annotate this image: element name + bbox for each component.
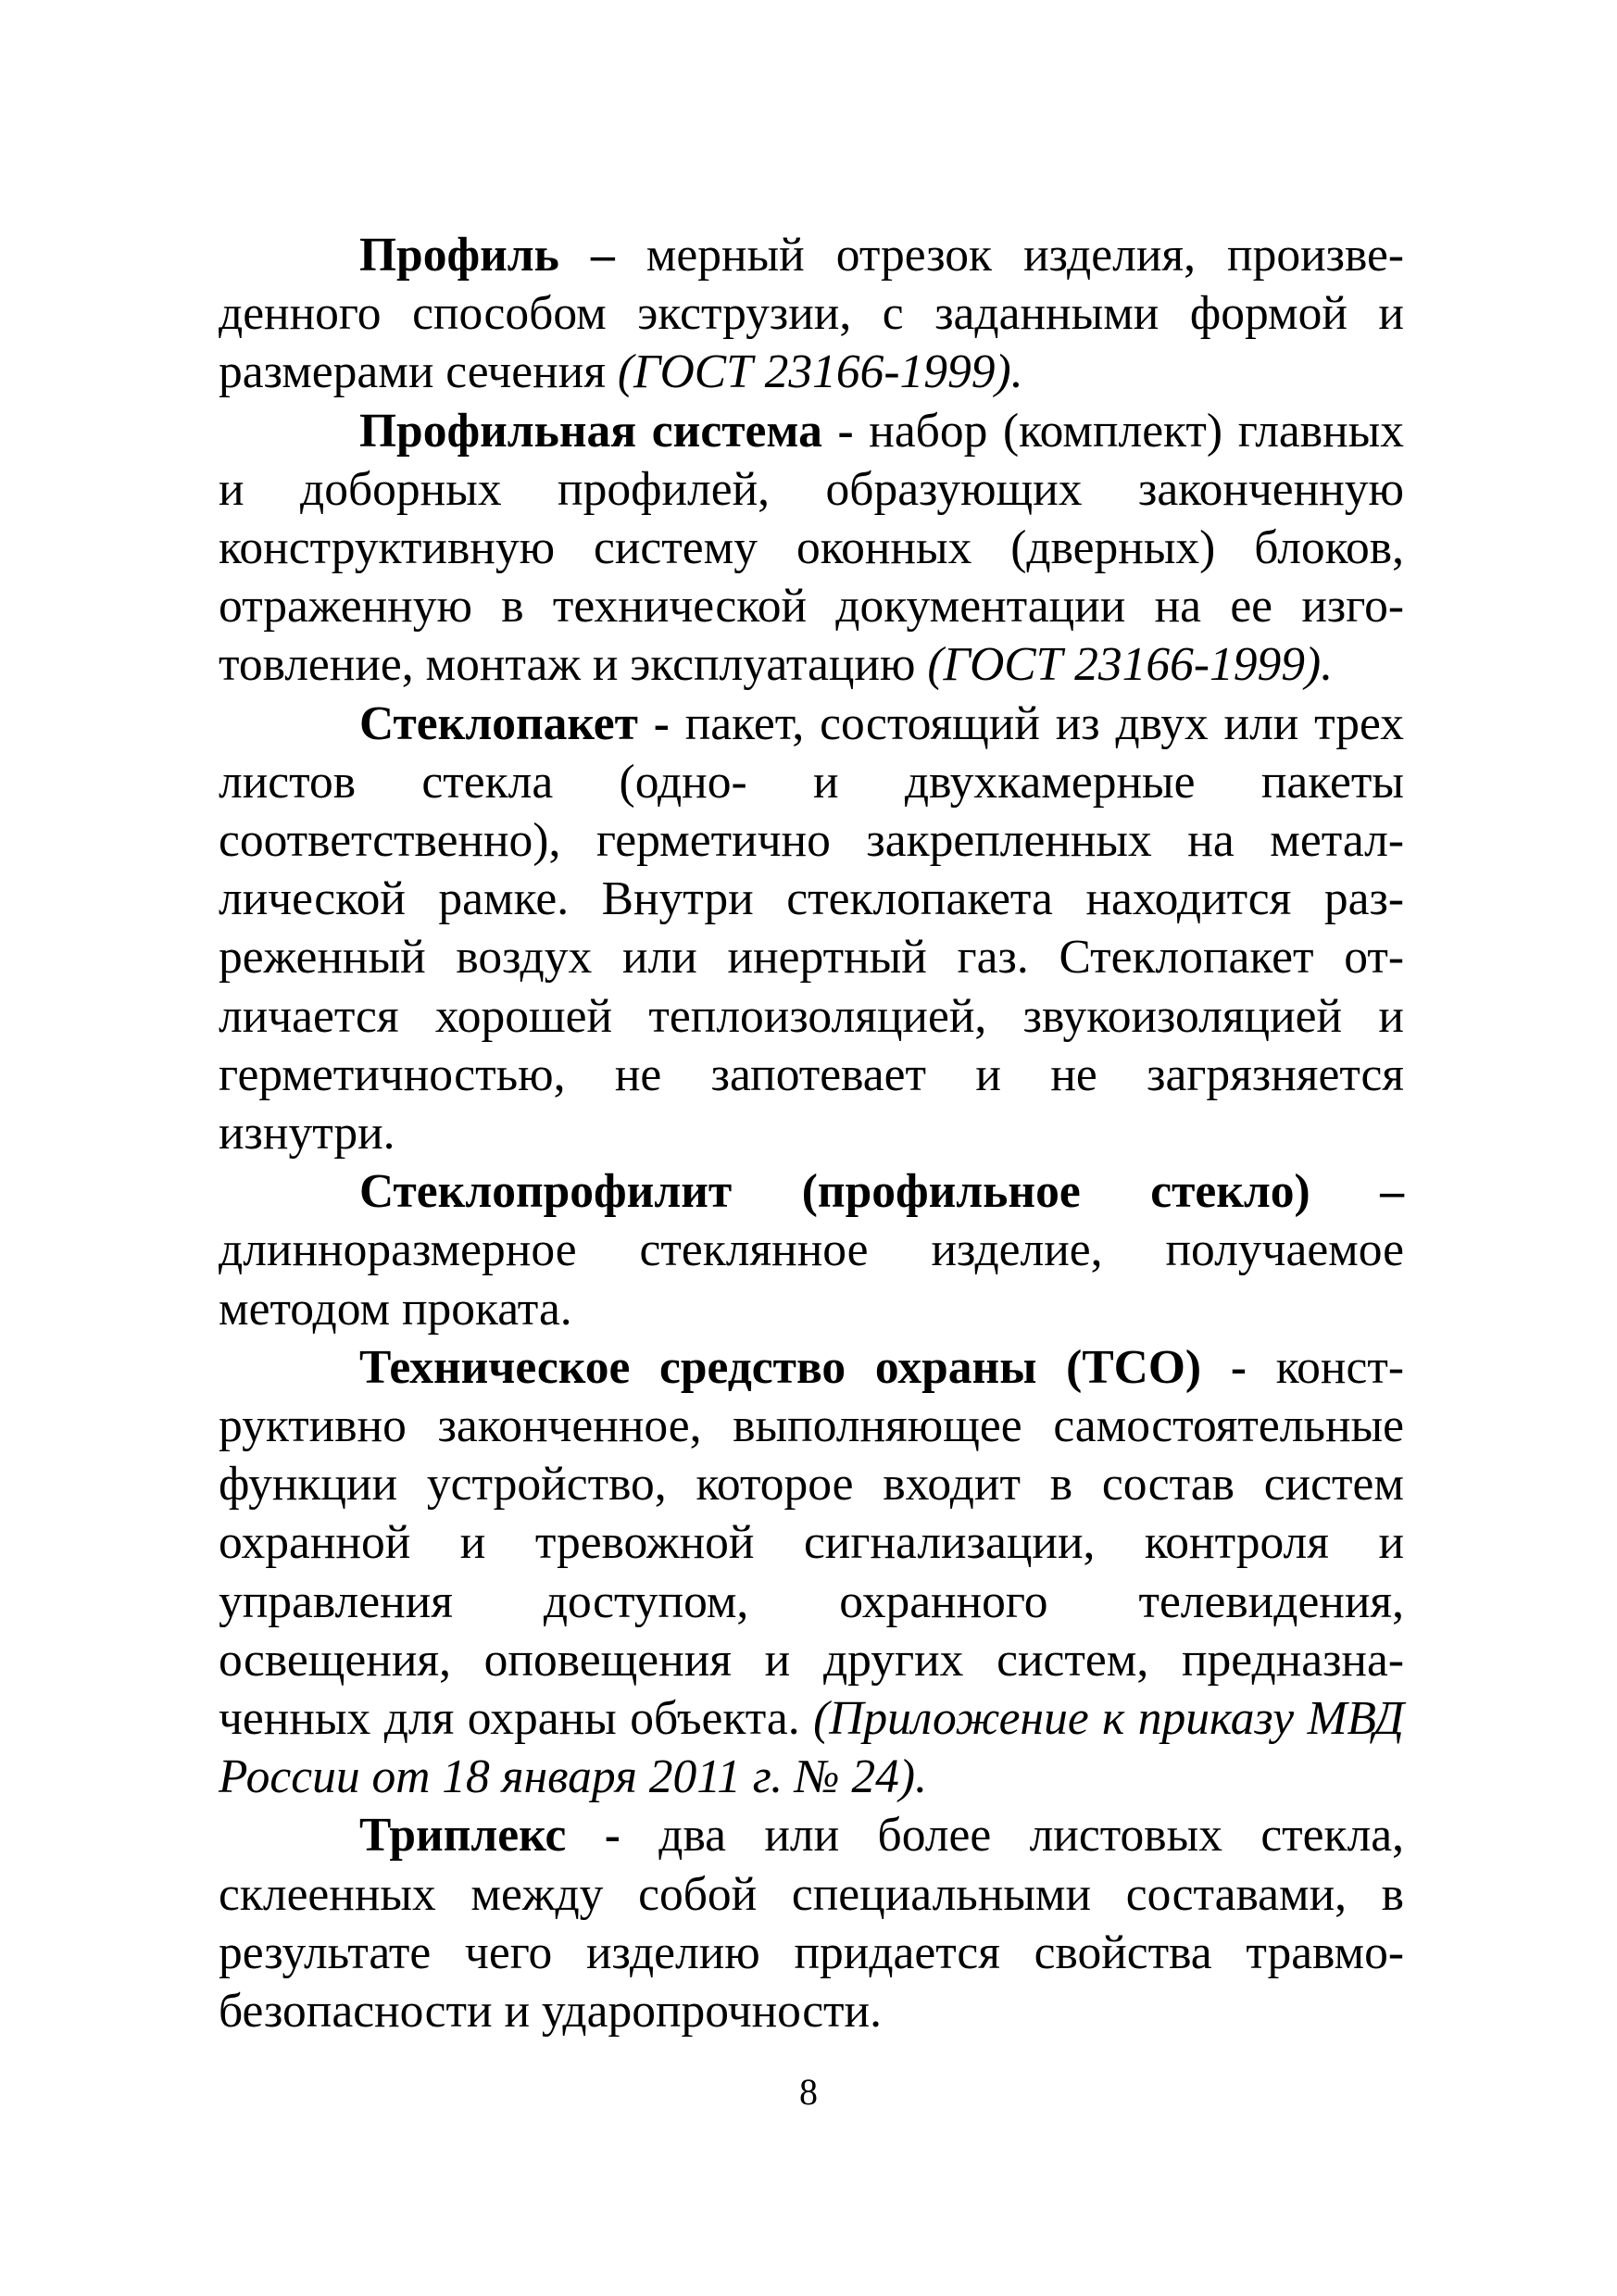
definition-separator: – — [558, 229, 646, 282]
definition-security-device — [219, 1338, 1404, 1807]
definition-source: (ГОСТ 23166-1999) — [617, 345, 1011, 399]
definition-separator: - — [637, 696, 685, 750]
definition-text: два или более листовых стекла, склеенных между собой специальными составами, в результате чего изделию придается свойства травмобезопасности и ударопрочности. — [219, 1809, 1404, 2039]
definition-separator: – — [1310, 1165, 1404, 1219]
page-body — [219, 226, 1404, 2040]
definition-separator: - — [821, 404, 870, 458]
definition-term: Стеклопрофилит (профильное стекло) — [359, 1165, 1310, 1219]
definition-triplex — [219, 1806, 1404, 2040]
definition-term: Стеклопакет — [359, 696, 638, 750]
definition-separator: - — [566, 1809, 659, 1863]
definition-tail: . — [1321, 638, 1334, 692]
definition-glass-unit — [219, 695, 1404, 1163]
definition-term: Профиль — [359, 229, 559, 282]
page-number: 8 — [799, 2071, 818, 2113]
definition-profile-system — [219, 402, 1404, 695]
definition-text: мерный отрезок изделия, произведенного способом экструзии, с заданными формой и размерами сечения — [219, 229, 1405, 399]
definition-separator: - — [1201, 1340, 1276, 1394]
definition-source: (ГОСТ 23166-1999) — [927, 638, 1322, 692]
definition-text: пакет, состоящий из двух или трех листов стекла (одно- и двухкамерные пакеты соответственно), герметично закрепленных на металлической рамке. Внутри стеклопакета находится разреженный воздух или инертный газ. Стеклопакет отличается хорошей теплоизоляцией, звукоизоляцией и герметичностью, не запотевает и не загрязняется изнутри. — [219, 696, 1404, 1161]
definition-tail: . — [1010, 345, 1023, 399]
definition-profiled-glass — [219, 1162, 1404, 1338]
definition-profile — [219, 226, 1404, 402]
definition-text: набор (комплект) главных и доборных профилей, образующих законченную конструктивную систему оконных (дверных) блоков, отраженную в технической документации на ее изготовление, монтаж и эксплуатацию — [219, 404, 1404, 692]
definition-term: Профильная система — [359, 404, 822, 458]
definition-text: длинноразмерное стеклянное изделие, получаемое методом проката. — [219, 1223, 1404, 1336]
definition-source: (Приложение к приказу МВД России от 18 января 2011 г. № 24) — [219, 1692, 1404, 1804]
definition-term: Триплекс — [359, 1809, 567, 1863]
definition-term: Техническое средство охраны (ТСО) — [359, 1340, 1202, 1394]
definition-text: конструктивно законченное, выполняющее самостоятельные функции устройство, которое входит в состав систем охранной и тревожной сигнализации, контроля и управления доступом, охранного телевидения, освещения, оповещения и других систем, предназначенных для охраны объекта. — [219, 1340, 1404, 1746]
definition-tail: . — [915, 1750, 927, 1804]
